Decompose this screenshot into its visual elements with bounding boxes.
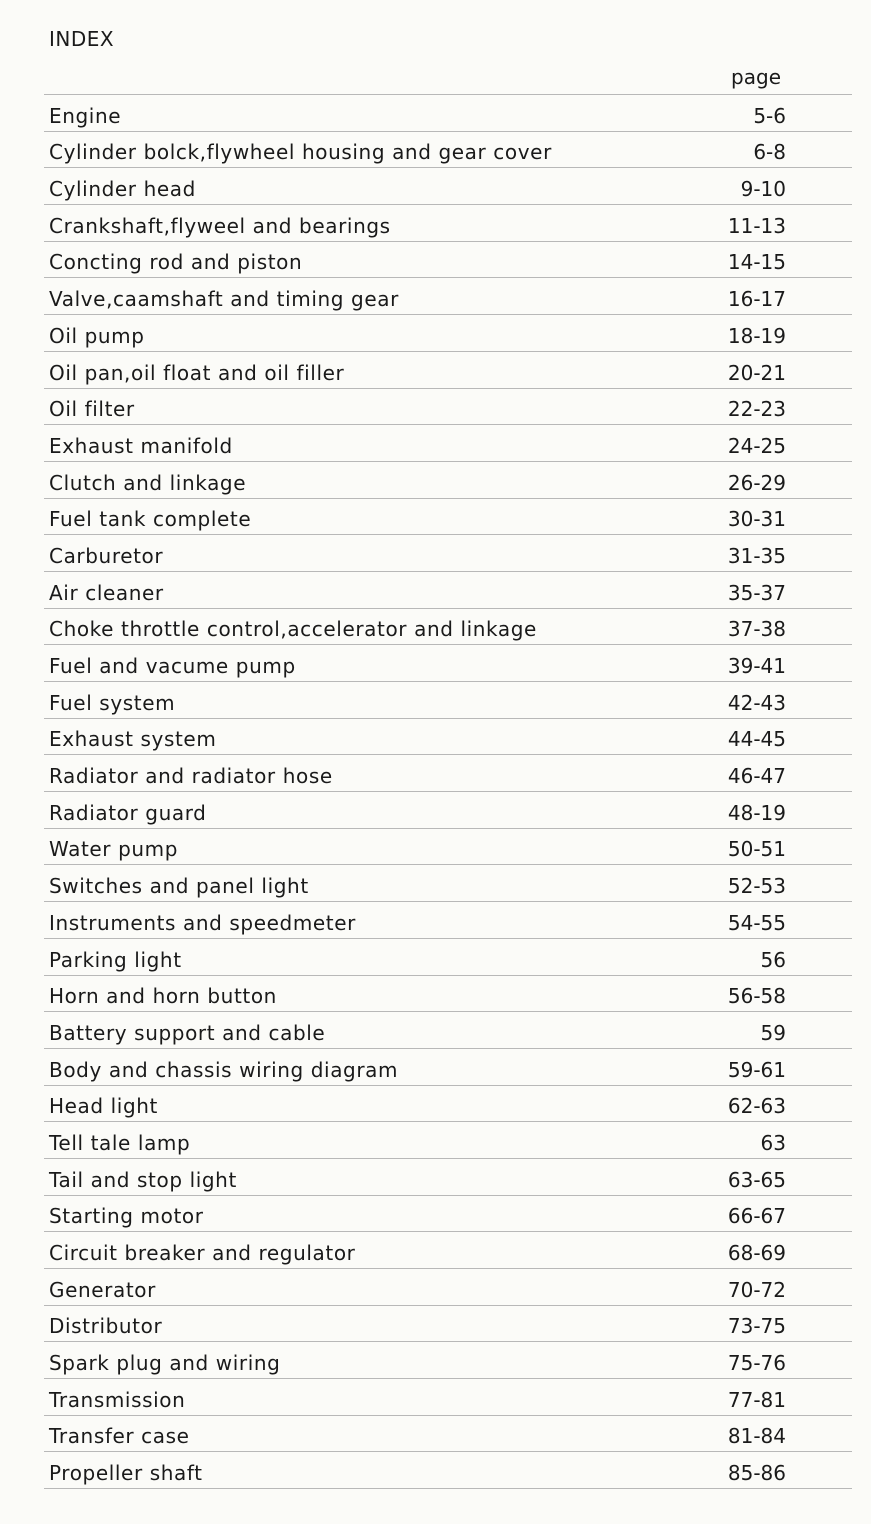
entry-title: Body and chassis wiring diagram <box>49 1057 399 1082</box>
page-column-header: page <box>731 65 781 89</box>
entry-pages: 85-86 <box>727 1461 786 1486</box>
entry-title: Clutch and linkage <box>49 470 247 495</box>
entry-pages: 9-10 <box>740 177 786 202</box>
entry-pages: 50-51 <box>727 837 786 862</box>
entry-pages: 52-53 <box>727 874 786 899</box>
entry-pages: 22-23 <box>727 397 786 422</box>
entry-title: Air cleaner <box>49 580 164 605</box>
entry-pages: 56 <box>760 947 786 972</box>
entry-title: Oil filter <box>49 397 135 422</box>
index-entry <box>44 168 852 205</box>
index-entry <box>44 389 852 426</box>
index-entry <box>44 278 852 315</box>
entry-title: Head light <box>49 1094 158 1119</box>
entry-pages: 30-31 <box>727 507 786 532</box>
entry-pages: 48-19 <box>727 800 786 825</box>
entry-title: Fuel tank complete <box>49 507 252 532</box>
entry-pages: 54-55 <box>727 910 786 935</box>
index-entry <box>44 1086 852 1123</box>
entry-pages: 11-13 <box>727 213 786 238</box>
index-entry <box>44 1232 852 1269</box>
entry-title: Battery support and cable <box>49 1020 326 1045</box>
entry-title: Switches and panel light <box>49 874 309 899</box>
index-entry <box>44 95 852 132</box>
entry-pages: 18-19 <box>727 323 786 348</box>
entry-title: Exhaust manifold <box>49 433 233 458</box>
entry-pages: 16-17 <box>727 287 786 312</box>
index-entry <box>44 535 852 572</box>
index-entry <box>44 939 852 976</box>
index-entry <box>44 829 852 866</box>
page-title: INDEX <box>49 27 115 51</box>
entry-pages: 63-65 <box>727 1167 786 1192</box>
entry-pages: 42-43 <box>727 690 786 715</box>
index-entry <box>44 1342 852 1379</box>
index-entry <box>44 315 852 352</box>
index-entry <box>44 352 852 389</box>
entry-title: Radiator guard <box>49 800 207 825</box>
entry-pages: 56-58 <box>727 984 786 1009</box>
index-entry <box>44 1416 852 1453</box>
index-entry <box>44 1452 852 1489</box>
entry-pages: 68-69 <box>727 1241 786 1265</box>
index-entry <box>44 792 852 829</box>
entry-title: Circuit breaker and regulator <box>49 1241 356 1265</box>
entry-title: Fuel system <box>49 690 176 715</box>
entry-title: Generator <box>49 1277 156 1302</box>
entry-pages: 26-29 <box>727 470 786 495</box>
index-entry <box>44 1379 852 1416</box>
index-entry <box>44 572 852 609</box>
entry-title: Radiator and radiator hose <box>49 764 333 789</box>
index-entry <box>44 242 852 279</box>
entry-title: Oil pan,oil float and oil filler <box>49 360 345 385</box>
index-entry <box>44 645 852 682</box>
entry-pages: 46-47 <box>727 764 786 789</box>
index-entry <box>44 462 852 499</box>
entry-pages: 63 <box>760 1130 786 1155</box>
entry-pages: 81-84 <box>727 1424 786 1449</box>
entry-title: Parking light <box>49 947 182 972</box>
entry-title: Concting rod and piston <box>49 250 303 275</box>
index-entry <box>44 1306 852 1343</box>
entry-title: Exhaust system <box>49 727 217 752</box>
index-entry <box>44 205 852 242</box>
index-entry <box>44 609 852 646</box>
index-entry <box>44 865 852 902</box>
entry-pages: 59 <box>760 1020 786 1045</box>
entry-pages: 5-6 <box>753 103 786 128</box>
entry-pages: 44-45 <box>727 727 786 752</box>
entry-title: Choke throttle control,accelerator and linkage <box>49 617 537 642</box>
index-entry <box>44 1196 852 1233</box>
entry-title: Valve,caamshaft and timing gear <box>49 287 399 312</box>
entry-pages: 75-76 <box>727 1351 786 1376</box>
entry-pages: 39-41 <box>727 654 786 678</box>
index-entry <box>44 755 852 792</box>
index-entry <box>44 976 852 1013</box>
entry-pages: 66-67 <box>727 1204 786 1229</box>
entry-title: Carburetor <box>49 543 164 568</box>
index-entry <box>44 1159 852 1196</box>
entry-pages: 14-15 <box>727 250 786 275</box>
entry-pages: 24-25 <box>727 433 786 458</box>
entry-pages: 59-61 <box>727 1057 786 1082</box>
index-entry <box>44 719 852 756</box>
entry-pages: 73-75 <box>727 1314 786 1339</box>
entry-pages: 70-72 <box>727 1277 786 1302</box>
entry-title: Distributor <box>49 1314 163 1339</box>
index-entry <box>44 1122 852 1159</box>
index-entry <box>44 499 852 536</box>
index-entry <box>44 902 852 939</box>
entry-title: Engine <box>49 103 122 128</box>
index-list <box>44 95 852 1489</box>
index-entry <box>44 1269 852 1306</box>
entry-title: Starting motor <box>49 1204 204 1229</box>
entry-pages: 31-35 <box>727 543 786 568</box>
entry-pages: 6-8 <box>753 140 786 165</box>
entry-pages: 77-81 <box>727 1387 786 1412</box>
entry-title: Tell tale lamp <box>49 1130 191 1155</box>
entry-pages: 20-21 <box>727 360 786 385</box>
entry-pages: 62-63 <box>727 1094 786 1119</box>
entry-title: Oil pump <box>49 323 145 348</box>
entry-title: Horn and horn button <box>49 984 277 1009</box>
index-entry <box>44 682 852 719</box>
entry-title: Cylinder bolck,flywheel housing and gear cover <box>49 140 552 165</box>
entry-title: Instruments and speedmeter <box>49 910 356 935</box>
entry-title: Spark plug and wiring <box>49 1351 281 1376</box>
index-entry <box>44 425 852 462</box>
entry-pages: 35-37 <box>727 580 786 605</box>
index-entry <box>44 1049 852 1086</box>
entry-title: Water pump <box>49 837 179 862</box>
index-entry <box>44 1012 852 1049</box>
entry-pages: 37-38 <box>727 617 786 642</box>
entry-title: Transfer case <box>49 1424 190 1449</box>
entry-title: Crankshaft,flyweel and bearings <box>49 213 391 238</box>
entry-title: Cylinder head <box>49 177 196 202</box>
entry-title: Tail and stop light <box>49 1167 237 1192</box>
index-entry <box>44 132 852 169</box>
entry-title: Propeller shaft <box>49 1461 203 1486</box>
entry-title: Fuel and vacume pump <box>49 654 296 678</box>
entry-title: Transmission <box>49 1387 186 1412</box>
